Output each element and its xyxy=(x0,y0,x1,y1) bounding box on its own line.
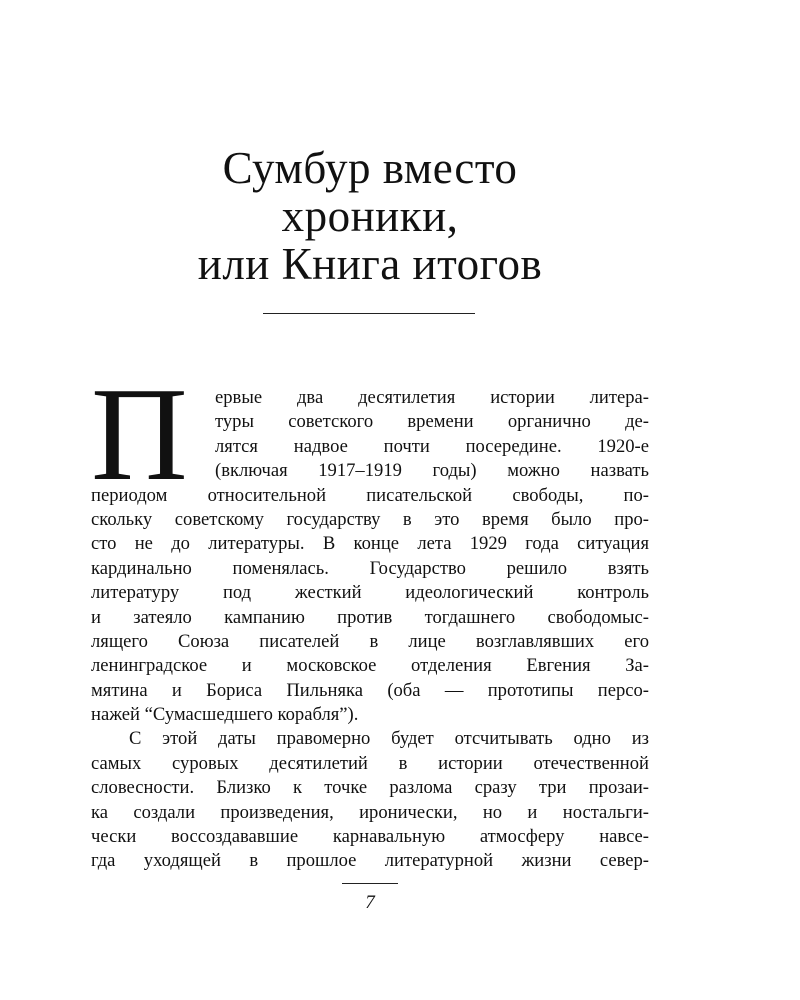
text-line: туры советского времени органично де- xyxy=(215,411,649,433)
text-line: гда уходящей в прошлое литературной жизни север- xyxy=(91,850,649,872)
text-line: ка создали произведения, иронически, но и ностальги- xyxy=(91,801,649,823)
text-line: и затеяло кампанию против тогдашнего свободомыс- xyxy=(91,606,649,628)
text-line: словесности. Близко к точке разлома сразу три прозаи- xyxy=(91,777,649,799)
text-line: лящего Союза писателей в лице возглавлявших его xyxy=(91,630,649,652)
text-line: ервые два десятилетия истории литера- xyxy=(215,387,649,408)
chapter-title-line: или Книга итогов xyxy=(197,239,543,289)
chapter-body xyxy=(91,386,649,874)
title-divider xyxy=(263,313,475,314)
text-line: чески воссоздававшие карнавальную атмосферу навсе- xyxy=(91,826,649,848)
text-line: сто не до литературы. В конце лета 1929 года ситуация xyxy=(91,533,649,555)
chapter-title-line: Сумбур вместо xyxy=(222,143,518,193)
text-line: (включая 1917–1919 годы) можно назвать xyxy=(215,460,649,482)
page-number: 7 xyxy=(365,892,375,913)
chapter-title xyxy=(0,144,740,288)
text-line: скольку советскому государству в это время было про- xyxy=(91,508,649,530)
drop-cap: П xyxy=(91,360,188,508)
text-line: лятся надвое почти посередине. 1920-е xyxy=(215,435,649,457)
footer-divider xyxy=(342,883,398,884)
text-line: нажей “Сумасшедшего корабля”). xyxy=(91,704,359,726)
text-line: литературу под жесткий идеологический контроль xyxy=(91,582,649,604)
text-line: мятина и Бориса Пильняка (оба — прототипы персо- xyxy=(91,679,649,701)
text-line: кардинально поменялась. Государство решило взять xyxy=(91,557,649,579)
text-line: ленинградское и московское отделения Евгения За- xyxy=(91,655,649,677)
text-line: самых суровых десятилетий в истории отечественной xyxy=(91,752,649,774)
chapter-title-line: хроники, xyxy=(281,191,459,241)
text-line: периодом относительной писательской свободы, по- xyxy=(91,484,649,506)
text-line: С этой даты правомерно будет отсчитывать одно из xyxy=(129,728,649,750)
